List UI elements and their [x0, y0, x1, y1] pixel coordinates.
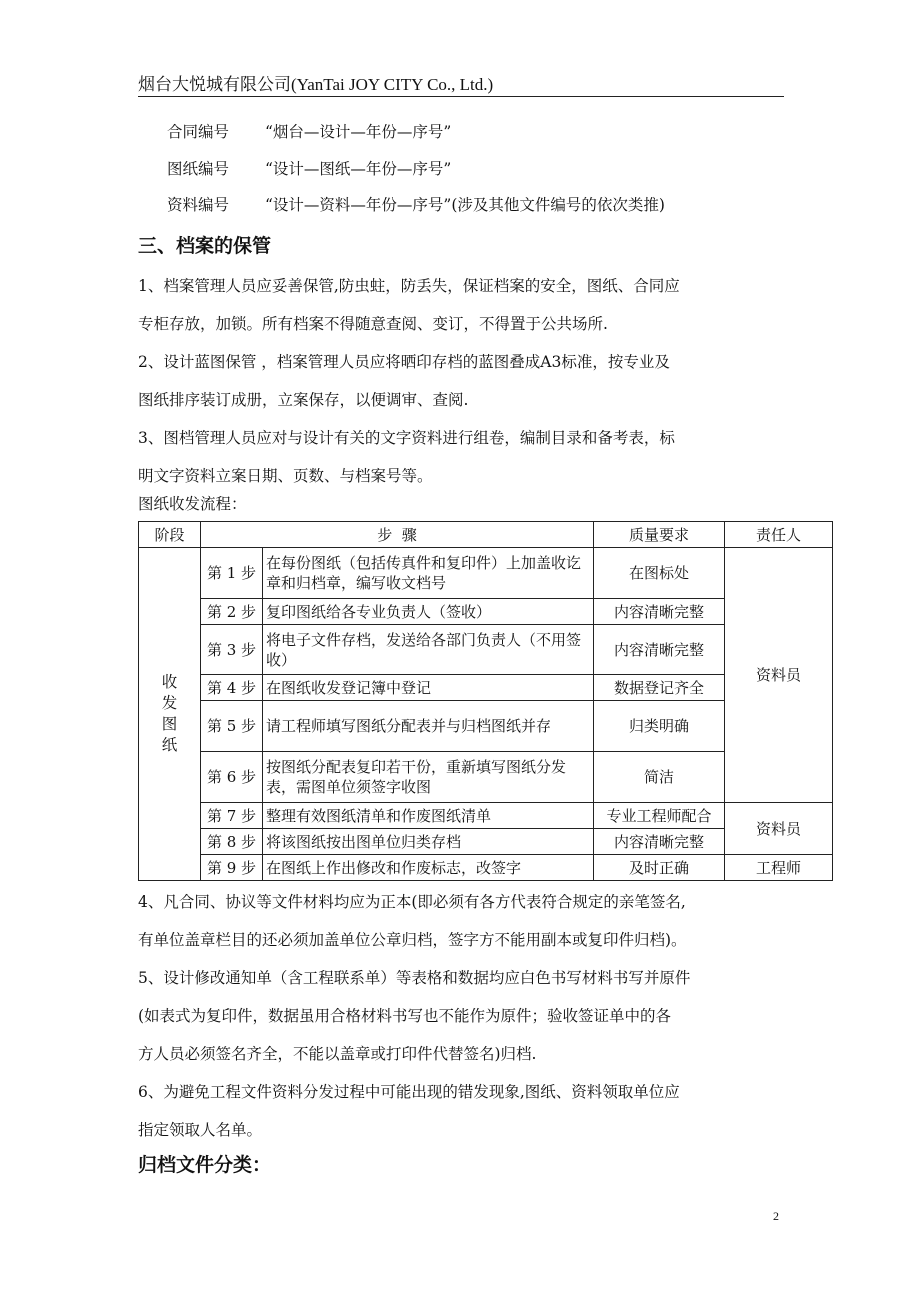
paragraph-line: 图纸排序装订成册，立案保存，以便调审、查阅.: [138, 391, 469, 409]
step-number: 第 6 步: [201, 752, 263, 803]
header-quality-requirement: 质量要求: [594, 522, 725, 548]
section-heading-archive-custody: 三、档案的保管: [138, 235, 272, 257]
step-description: 整理有效图纸清单和作废图纸清单: [263, 803, 594, 829]
table-row: [139, 803, 833, 829]
company-name-cn: 烟台大悦城有限公司: [138, 75, 291, 95]
section-heading-archive-classification: 归档文件分类：: [138, 1154, 272, 1176]
step-description: 将电子文件存档，发送给各部门负责人（不用签收）: [263, 625, 594, 675]
page-number: 2: [773, 1209, 779, 1223]
step-number: 第 1 步: [201, 548, 263, 599]
stage-label: 收发图纸: [161, 673, 178, 754]
quality-requirement: 在图标处: [594, 548, 725, 599]
paragraph-line: 2、设计蓝图保管 ，档案管理人员应将晒印存档的蓝图叠成A3标准，按专业及: [138, 353, 670, 371]
company-name: [138, 70, 493, 95]
drawing-number-line: [167, 157, 451, 179]
numbering-label: 合同编号: [167, 123, 230, 141]
table-header-row: [139, 522, 833, 548]
header-owner: 责任人: [725, 522, 833, 548]
quality-requirement: 简洁: [594, 752, 725, 803]
step-description: 在图纸上作出修改和作废标志，改签字: [263, 855, 594, 881]
stage-cell: [139, 548, 201, 881]
step-description: 按图纸分配表复印若干份，重新填写图纸分发表，需图单位须签字收图: [263, 752, 594, 803]
drawing-flow-table: [138, 521, 833, 881]
quality-requirement: 及时正确: [594, 855, 725, 881]
paragraph-line: 明文字资料立案日期、页数、与档案号等。: [138, 467, 433, 485]
owner-cell: 资料员: [725, 548, 833, 803]
header-steps: 步 骤: [201, 522, 594, 548]
paragraph-line: 6、为避免工程文件资料分发过程中可能出现的错发现象,图纸、资料领取单位应: [138, 1083, 680, 1101]
numbering-label: 资料编号: [167, 196, 230, 214]
step-description: 复印图纸给各专业负责人（签收）: [263, 599, 594, 625]
document-number-line: [167, 193, 665, 215]
numbering-value: “烟台—设计—年份—序号”: [265, 123, 452, 141]
quality-requirement: 归类明确: [594, 701, 725, 752]
paragraph-line: 1、档案管理人员应妥善保管,防虫蛀，防丢失，保证档案的安全，图纸、合同应: [138, 277, 680, 295]
step-description: 请工程师填写图纸分配表并与归档图纸并存: [263, 701, 594, 752]
page-header: [138, 62, 784, 97]
paragraph-line: 5、设计修改通知单（含工程联系单）等表格和数据均应白色书写材料书写并原件: [138, 969, 691, 987]
step-description: 在图纸收发登记簿中登记: [263, 675, 594, 701]
quality-requirement: 内容清晰完整: [594, 599, 725, 625]
step-number: 第 2 步: [201, 599, 263, 625]
owner-cell: 工程师: [725, 855, 833, 881]
paragraph-line: 有单位盖章栏目的还必须加盖单位公章归档，签字方不能用副本或复印件归档)。: [138, 931, 687, 949]
contract-number-line: [167, 120, 451, 142]
paragraph-line: (如表式为复印件，数据虽用合格材料书写也不能作为原件；验收签证单中的各: [138, 1007, 672, 1025]
paragraph-line: 方人员必须签名齐全，不能以盖章或打印件代替签名)归档.: [138, 1045, 537, 1063]
step-number: 第 5 步: [201, 701, 263, 752]
quality-requirement: 专业工程师配合: [594, 803, 725, 829]
table-row: [139, 548, 833, 599]
owner-cell: 资料员: [725, 803, 833, 855]
table-title: 图纸收发流程：: [138, 495, 247, 513]
step-number: 第 7 步: [201, 803, 263, 829]
paragraph-line: 指定领取人名单。: [138, 1121, 263, 1139]
numbering-value: “设计—资料—年份—序号”(涉及其他文件编号的依次类推): [265, 196, 665, 214]
step-number: 第 8 步: [201, 829, 263, 855]
quality-requirement: 内容清晰完整: [594, 625, 725, 675]
header-stage: 阶段: [139, 522, 201, 548]
custody-paragraphs: [138, 267, 788, 495]
numbering-label: 图纸编号: [167, 160, 230, 178]
step-number: 第 4 步: [201, 675, 263, 701]
quality-requirement: 数据登记齐全: [594, 675, 725, 701]
filing-rule-paragraphs: [138, 883, 788, 1149]
step-number: 第 9 步: [201, 855, 263, 881]
quality-requirement: 内容清晰完整: [594, 829, 725, 855]
company-name-en: (YanTai JOY CITY Co., Ltd.): [291, 75, 494, 94]
step-number: 第 3 步: [201, 625, 263, 675]
paragraph-line: 3、图档管理人员应对与设计有关的文字资料进行组卷，编制目录和备考表，标: [138, 429, 675, 447]
paragraph-line: 专柜存放，加锁。所有档案不得随意查阅、变订，不得置于公共场所.: [138, 315, 608, 333]
table-row: [139, 855, 833, 881]
step-description: 在每份图纸（包括传真件和复印件）上加盖收讫章和归档章，编写收文档号: [263, 548, 594, 599]
numbering-value: “设计—图纸—年份—序号”: [265, 160, 452, 178]
step-description: 将该图纸按出图单位归类存档: [263, 829, 594, 855]
paragraph-line: 4、凡合同、协议等文件材料均应为正本(即必须有各方代表符合规定的亲笔签名,: [138, 893, 686, 911]
